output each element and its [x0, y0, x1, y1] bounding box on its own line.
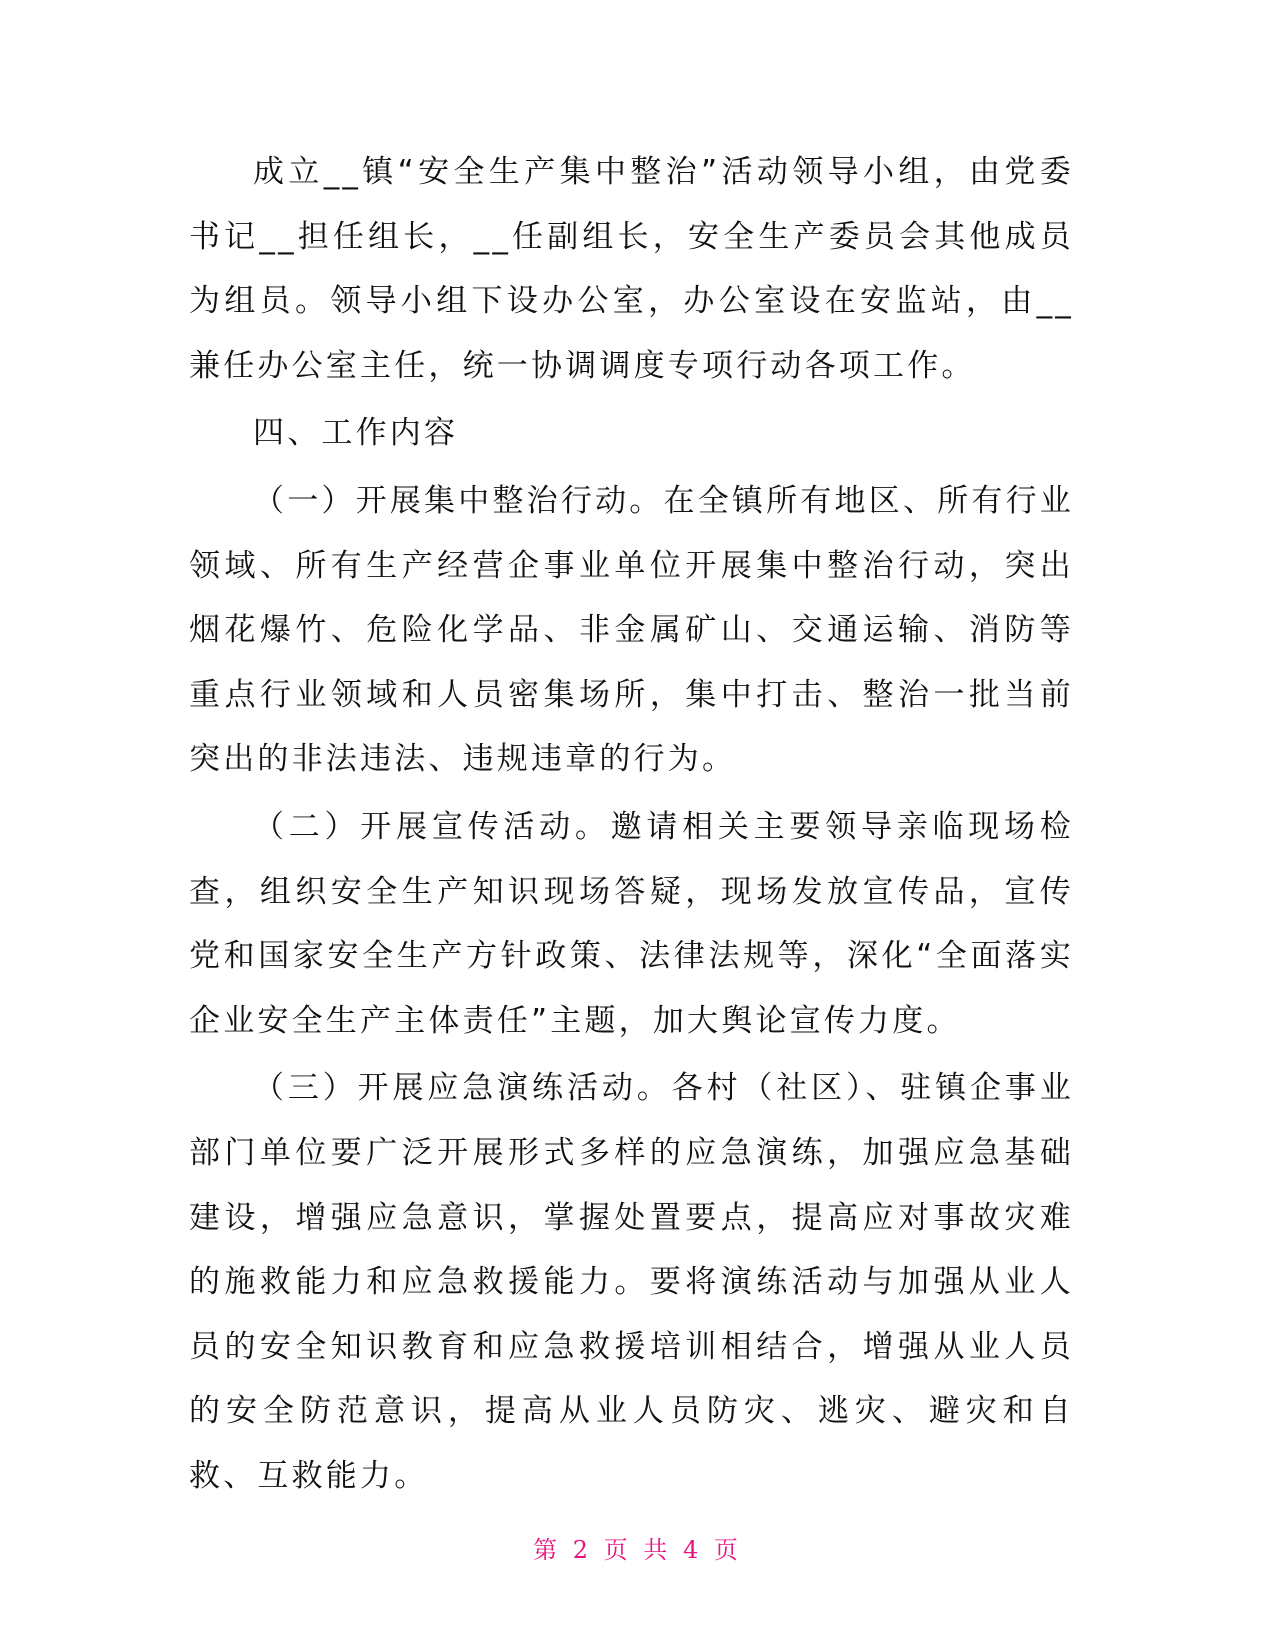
paragraph-leadership-group: 成立__镇“安全生产集中整治”活动领导小组，由党委书记__担任组长，__任副组长，安全生产委员会其他成员为组员。领导小组下设办公室，办公室设在安监站，由__兼任办公室主任，统一协调调度专项行动各项工作。 — [189, 154, 1074, 384]
document-body — [189, 140, 1074, 1511]
section-heading-work-content: 四、工作内容 — [253, 415, 459, 452]
page-number-footer: 第 2 页 共 4 页 — [533, 1536, 742, 1564]
paragraph-publicity-activity: （二）开展宣传活动。邀请相关主要领导亲临现场检查，组织安全生产知识现场答疑，现场发放宣传品，宣传党和国家安全生产方针政策、法律法规等，深化“全面落实企业安全生产主体责任”主题，加大舆论宣传力度。 — [189, 808, 1074, 1039]
paragraph-emergency-drill: （三）开展应急演练活动。各村（社区）、驻镇企事业部门单位要广泛开展形式多样的应急演练，加强应急基础建设，增强应急意识，掌握处置要点，提高应对事故灾难的施救能力和应急救援能力。要将演练活动与加强从业人员的安全知识教育和应急救援培训相结合，增强从业人员的安全防范意识，提高从业人员防灾、逃灾、避灾和自救、互救能力。 — [189, 1070, 1074, 1494]
paragraph-rectification-action: （一）开展集中整治行动。在全镇所有地区、所有行业领域、所有生产经营企事业单位开展集中整治行动，突出烟花爆竹、危险化学品、非金属矿山、交通运输、消防等重点行业领域和人员密集场所，集中打击、整治一批当前突出的非法违法、违规违章的行为。 — [189, 482, 1074, 778]
